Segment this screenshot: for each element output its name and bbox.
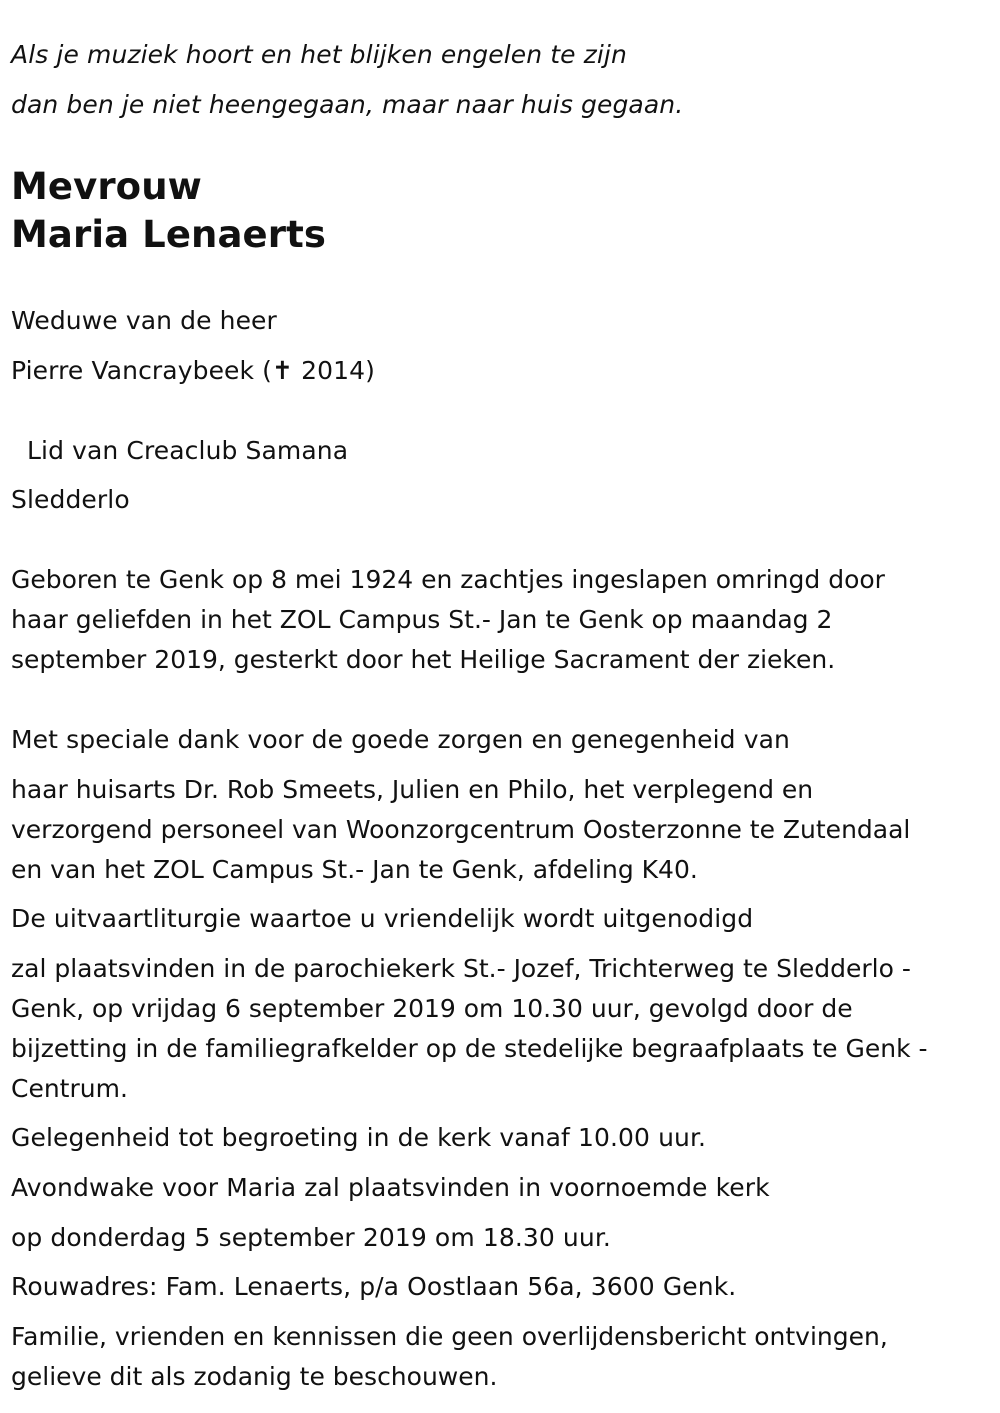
quote-line-2: dan ben je niet heengegaan, maar naar huis gegaan. [11, 90, 684, 119]
funeral-line: zal plaatsvinden in de parochiekerk St.- Jozef, Trichterweg te Sledderlo - [11, 954, 911, 983]
thanks-line: verzorgend personeel van Woonzorgcentrum Oosterzonne te Zutendaal [11, 815, 911, 844]
address-line: Rouwadres: Fam. Lenaerts, p/a Oostlaan 56a, 3600 Genk. [11, 1272, 737, 1301]
spouse-line-1: Weduwe van de heer [11, 306, 277, 335]
wake-line-1: Avondwake voor Maria zal plaatsvinden in voornoemde kerk [11, 1173, 770, 1202]
membership-line-2: Sledderlo [11, 485, 130, 514]
funeral-paragraph [11, 949, 986, 1109]
birth-death-line: haar geliefden in het ZOL Campus St.- Jan te Genk op maandag 2 [11, 605, 833, 634]
deceased-name: Maria Lenaerts [11, 213, 326, 256]
funeral-line: Centrum. [11, 1074, 128, 1103]
quote-line-1: Als je muziek hoort en het blijken engelen te zijn [11, 40, 627, 69]
spouse-line-2: Pierre Vancraybeek (✝ 2014) [11, 356, 375, 385]
thanks-intro: Met speciale dank voor de goede zorgen en genegenheid van [11, 725, 790, 754]
funeral-line: Genk, op vrijdag 6 september 2019 om 10.30 uur, gevolgd door de [11, 994, 853, 1023]
birth-death-line: september 2019, gesterkt door het Heilige Sacrament der zieken. [11, 645, 836, 674]
funeral-line: bijzetting in de familiegrafkelder op de stedelijke begraafplaats te Genk - [11, 1034, 928, 1063]
closing-line: gelieve dit als zodanig te beschouwen. [11, 1362, 498, 1391]
birth-death-paragraph [11, 560, 986, 680]
thanks-line: en van het ZOL Campus St.- Jan te Genk, afdeling K40. [11, 855, 698, 884]
wake-line-2: op donderdag 5 september 2019 om 18.30 uur. [11, 1223, 611, 1252]
thanks-line: haar huisarts Dr. Rob Smeets, Julien en Philo, het verplegend en [11, 775, 814, 804]
membership-line-1: Lid van Creaclub Samana [27, 436, 349, 465]
thanks-paragraph [11, 770, 986, 890]
closing-line: Familie, vrienden en kennissen die geen overlijdensbericht ontvingen, [11, 1322, 888, 1351]
closing-paragraph [11, 1317, 986, 1397]
funeral-intro: De uitvaartliturgie waartoe u vriendelijk wordt uitgenodigd [11, 904, 754, 933]
greeting-line: Gelegenheid tot begroeting in de kerk vanaf 10.00 uur. [11, 1123, 707, 1152]
deceased-title: Mevrouw [11, 165, 202, 208]
birth-death-line: Geboren te Genk op 8 mei 1924 en zachtjes ingeslapen omringd door [11, 565, 885, 594]
